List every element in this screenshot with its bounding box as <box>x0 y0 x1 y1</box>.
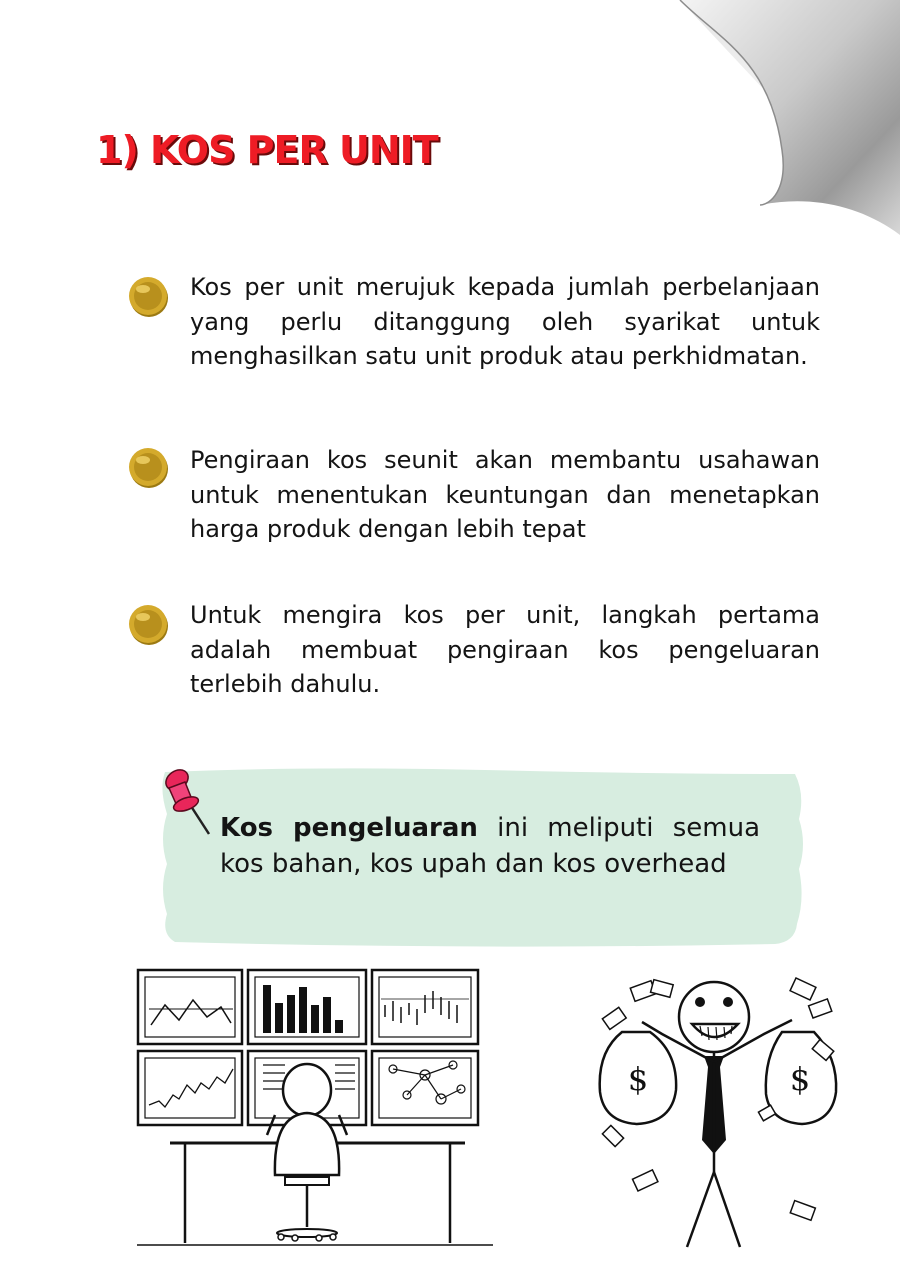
man-with-money-bags-illustration <box>592 962 847 1252</box>
gold-coin-icon <box>128 604 170 646</box>
page-curl-decoration <box>520 0 900 240</box>
bullet-item <box>128 443 820 547</box>
dollar-sign-label: $ <box>789 1060 811 1098</box>
bullet-item <box>128 270 820 374</box>
gold-coin-icon <box>128 447 170 489</box>
bullet-text: Kos per unit merujuk kepada jumlah perbelanjaan yang perlu ditanggung oleh syarikat untuk menghasilkan satu unit produk atau perkhidmatan. <box>190 273 820 370</box>
bullet-text: Untuk mengira kos per unit, langkah pertama adalah membuat pengiraan kos pengeluaran terlebih dahulu. <box>190 601 820 698</box>
gold-coin-icon <box>128 276 170 318</box>
trader-at-monitors-illustration <box>135 965 495 1250</box>
note-rest-text: ini meliputi semua kos bahan, kos upah dan kos overhead <box>220 813 760 879</box>
dollar-sign-label: $ <box>627 1060 649 1098</box>
bullet-text: Pengiraan kos seunit akan membantu usahawan untuk menentukan keuntungan dan menetapkan harga produk dengan lebih tepat <box>190 446 820 543</box>
note-text <box>220 810 760 882</box>
pushpin-icon <box>155 762 217 838</box>
page-title: 1) KOS PER UNIT <box>96 128 438 172</box>
note-bold-term: Kos pengeluaran <box>220 813 478 843</box>
bullet-item <box>128 598 820 702</box>
